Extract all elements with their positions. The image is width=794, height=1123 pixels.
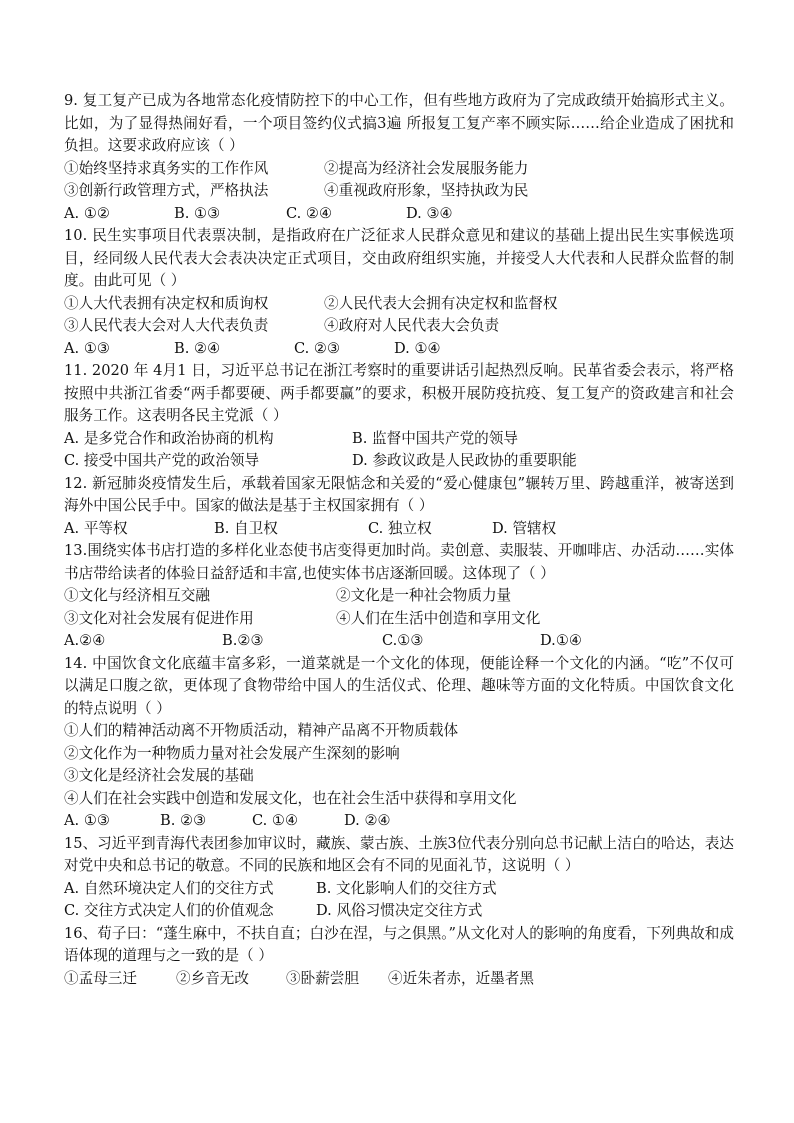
answer-choice: C. ②③ <box>294 339 341 357</box>
option-row <box>64 450 734 473</box>
answer-choice: D. ②④ <box>344 812 391 829</box>
answer-choice: C. ①④ <box>252 812 299 829</box>
option-row <box>64 585 734 608</box>
statement: ②文化作为一种物质力量对社会发展产生深刻的影响 <box>64 744 400 762</box>
answer-row <box>64 630 734 653</box>
option: ②文化是一种社会物质力量 <box>336 587 512 604</box>
question-stem: 16、荀子曰：“蓬生麻中，不扶自直；白沙在涅，与之俱黑。”从文化对人的影响的角度看，下列典故和成语体现的道理与之一致的是（ ） <box>64 924 734 964</box>
question-11 <box>64 360 734 473</box>
answer-choice: ③卧薪尝胆 <box>286 969 359 987</box>
answer-choice: B. ②④ <box>174 339 221 357</box>
answer-row <box>64 203 734 226</box>
answer-row <box>64 518 734 541</box>
option: ③创新行政管理方式，严格执法 <box>64 182 269 199</box>
answer-choice: C. 独立权 <box>368 519 432 537</box>
answer-choice: B. 自卫权 <box>214 519 278 537</box>
option-row <box>64 293 734 316</box>
option-row <box>64 428 734 451</box>
option: ④政府对人民代表大会负责 <box>324 317 500 334</box>
option: C. 交往方式决定人们的价值观念 <box>64 902 274 919</box>
answer-choice: A. ①② <box>64 204 110 222</box>
statement: ①人们的精神活动离不开物质活动，精神产品离不开物质载体 <box>64 722 459 739</box>
answer-row <box>64 338 734 361</box>
option: ①文化与经济相互交融 <box>64 587 210 604</box>
answer-choice: C. ②④ <box>286 204 333 222</box>
answer-choice: ④近朱者赤，近墨者黑 <box>388 969 534 987</box>
answer-choice: B. ②③ <box>160 812 207 829</box>
option: ③人民代表大会对人大代表负责 <box>64 317 269 334</box>
statement: ③文化是经济社会发展的基础 <box>64 767 254 784</box>
question-stem: 11. 2020 年 4月1 日，习近平总书记在浙江考察时的重要讲话引起热烈反响。民革省委会表示，将严格按照中共浙江省委“两手都要硬、两手都要赢”的要求，积极开展防疫抗疫、复工复产的资政建言和社会服务工作。这表明各民主党派（ ） <box>64 362 734 424</box>
question-stem: 10. 民生实事项目代表票决制，是指政府在广泛征求人民群众意见和建议的基础上提出民生实事候选项目，经同级人民代表大会表决决定正式项目，交由政府组织实施，并接受人大代表和人民群众监督的制度。由此可见（ ） <box>64 227 734 289</box>
option: D. 风俗习惯决定交往方式 <box>316 902 483 919</box>
option: ④重视政府形象，坚持执政为民 <box>324 182 529 199</box>
option: B. 监督中国共产党的领导 <box>352 429 518 447</box>
answer-choice: A.②④ <box>64 632 106 649</box>
answer-choice: A. ①③ <box>64 812 110 829</box>
option: ②人民代表大会拥有决定权和监督权 <box>324 294 558 312</box>
exam-page <box>64 90 734 990</box>
answer-choice: ②乡音无改 <box>176 969 249 987</box>
answer-choice: ①孟母三迁 <box>64 969 137 987</box>
question-stem: 9. 复工复产已成为各地常态化疫情防控下的中心工作，但有些地方政府为了完成政绩开始搞形式主义。比如，为了显得热闹好看，一个项目签约仪式搞3遍 所报复工复产率不顾实际……给企业造成了困扰和负担。这要求政府应该（ ） <box>64 92 734 154</box>
option-row <box>64 900 734 923</box>
answer-choice: D. ①④ <box>394 339 441 357</box>
option: C. 接受中国共产党的政治领导 <box>64 452 260 469</box>
option: D. 参政议政是人民政协的重要职能 <box>352 452 577 469</box>
option-row <box>64 315 734 338</box>
option: ④人们在生活中创造和享用文化 <box>336 609 541 627</box>
question-13 <box>64 540 734 653</box>
option: ①人大代表拥有决定权和质询权 <box>64 294 269 312</box>
option: A. 自然环境决定人们的交往方式 <box>64 879 274 897</box>
option-row <box>64 180 734 203</box>
question-14 <box>64 653 734 833</box>
option: B. 文化影响人们的交往方式 <box>316 879 497 897</box>
option: ③文化对社会发展有促进作用 <box>64 609 254 627</box>
answer-choice: C.①③ <box>382 632 424 649</box>
question-16 <box>64 923 734 991</box>
answer-choice: D. ③④ <box>406 204 453 222</box>
question-stem: 12. 新冠肺炎疫情发生后，承载着国家无限惦念和关爱的“爱心健康包”辗转万里、跨越重洋，被寄送到海外中国公民手中。国家的做法是基于主权国家拥有（ ） <box>64 474 734 514</box>
answer-choice: D.①④ <box>540 632 582 649</box>
option-row <box>64 608 734 631</box>
answer-row <box>64 810 734 833</box>
answer-row <box>64 968 734 991</box>
option: ②提高为经济社会发展服务能力 <box>324 159 529 177</box>
question-10 <box>64 225 734 360</box>
question-stem: 15、习近平到青海代表团参加审议时，藏族、蒙古族、土族3位代表分别向总书记献上洁白的哈达，表达对党中央和总书记的敬意。不同的民族和地区会有不同的见面礼节，这说明（ ） <box>64 834 734 874</box>
question-stem: 13.围绕实体书店打造的多样化业态使书店变得更加时尚。卖创意、卖服装、开咖啡店、办活动……实体书店带给读者的体验日益舒适和丰富,也使实体书店逐渐回暖。这体现了（ ） <box>64 542 734 582</box>
answer-choice: A. 平等权 <box>64 519 128 537</box>
option: ①始终坚持求真务实的工作作风 <box>64 159 269 177</box>
question-stem: 14. 中国饮食文化底蕴丰富多彩，一道菜就是一个文化的体现，便能诠释一个文化的内涵。“吃”不仅可以满足口腹之欲，更体现了食物带给中国人的生活仪式、伦理、趣味等方面的文化特质。中国饮食文化的特点说明（ ） <box>64 654 734 717</box>
option-row <box>64 158 734 181</box>
option-row <box>64 878 734 901</box>
option: A. 是多党合作和政治协商的机构 <box>64 429 274 447</box>
question-9 <box>64 90 734 225</box>
answer-choice: D. 管辖权 <box>492 519 557 537</box>
question-15 <box>64 833 734 923</box>
answer-choice: A. ①③ <box>64 339 110 357</box>
answer-choice: B. ①③ <box>174 204 221 222</box>
answer-choice: B.②③ <box>222 632 264 649</box>
statement: ④人们在社会实践中创造和发展文化，也在社会生活中获得和享用文化 <box>64 789 517 807</box>
question-12 <box>64 473 734 541</box>
